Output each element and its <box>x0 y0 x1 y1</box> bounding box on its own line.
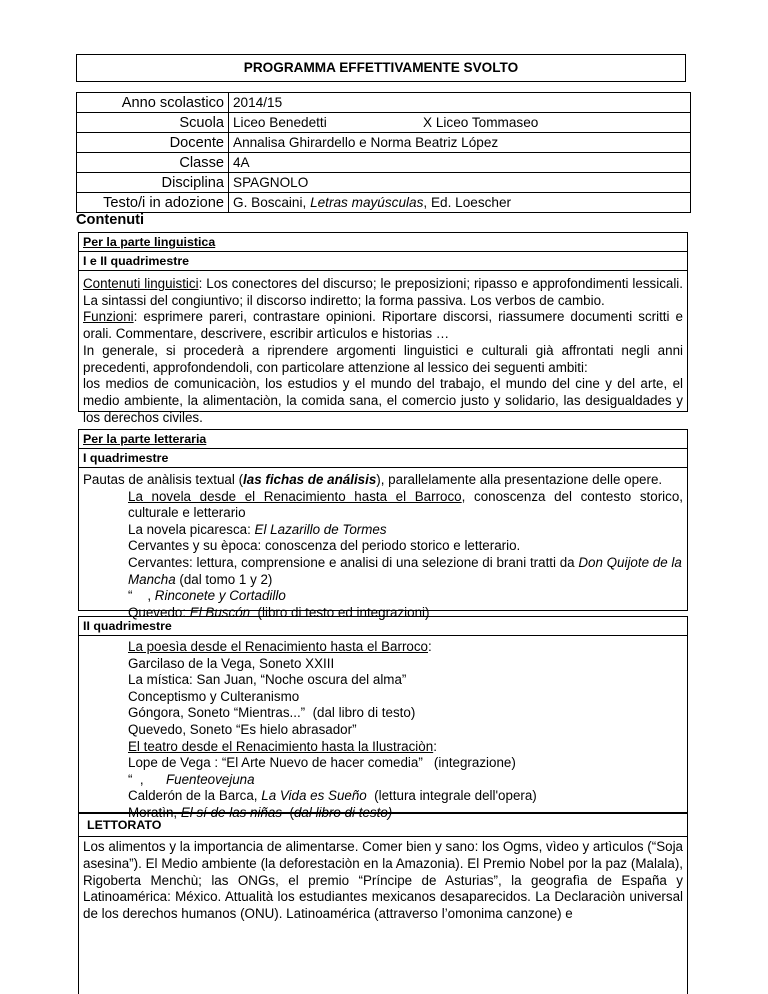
q2-quevedo: Quevedo, Soneto “Es hielo abrasador” <box>128 721 357 737</box>
scuola-label: Scuola <box>77 113 229 133</box>
q2-moratin-text: Moratìn, <box>128 804 181 820</box>
q1-novela <box>128 489 683 522</box>
testi-value <box>229 193 691 213</box>
q1-picaresca-title: El Lazarillo de Tormes <box>254 521 387 537</box>
contenuti-heading: Contenuti <box>76 212 145 228</box>
q1-novela-rest: , conoscenza del contesto storico, culturale e letterario <box>128 488 684 521</box>
q1-rinconete-title: Rinconete y Cortadillo <box>154 588 286 604</box>
q1-cervantes-2-text: Cervantes: lettura, comprensione e analisi di una selezione di brani tratti da <box>128 554 579 570</box>
testi-label: Testo/i in adozione <box>77 193 229 213</box>
disciplina-value: SPAGNOLO <box>229 173 691 193</box>
testi-author: G. Boscaini, <box>233 194 311 210</box>
linguistica-para-1 <box>79 276 687 309</box>
info-row-classe <box>77 153 691 173</box>
q1-quevedo-text: Quevedo: <box>128 604 190 620</box>
q1-cervantes-2-rest: (dal tomo 1 y 2) <box>175 571 273 587</box>
q2-calderon <box>128 788 683 805</box>
q2-moratin-title: El sí de las niñas <box>180 804 283 820</box>
info-table <box>76 92 691 213</box>
q2-fuente-ditto: “ , <box>128 771 166 787</box>
q1-novela-title: La novela desde el Renacimiento hasta el Barroco <box>128 488 462 504</box>
lettorato-header-text: LETTORATO <box>87 818 162 832</box>
q1-header-text: I quadrimestre <box>83 451 169 465</box>
linguistica-para-2 <box>79 309 687 342</box>
q2-header <box>78 616 688 636</box>
funzioni-label: Funzioni <box>83 309 134 325</box>
q2-poesia-colon: : <box>428 639 432 654</box>
scuola-value <box>229 113 691 133</box>
q2-teatro-colon: : <box>433 738 437 754</box>
q1-rinconete <box>128 588 683 605</box>
linguistica-para-3: In generale, si procederà a riprendere argomenti linguistici e culturali già affrontati negli anni precedenti, approfondendoli, con particolare attenzione al lessico dei seguenti ambiti: <box>83 342 683 375</box>
q2-gongora: Góngora, Soneto “Mientras...” (dal libro di testo) <box>128 705 416 721</box>
scuola-value-2: X Liceo Tommaseo <box>423 114 539 130</box>
q1-rinconete-ditto: “ , <box>128 588 155 604</box>
linguistica-content <box>78 270 688 425</box>
q2-content <box>78 635 688 820</box>
anno-value: 2014/15 <box>229 93 691 113</box>
q2-poesia-title: La poesìa desde el Renacimiento hasta el Barroco <box>128 639 428 654</box>
q2-header-text: II quadrimestre <box>83 619 172 633</box>
linguistica-sub-text: I e II quadrimestre <box>83 254 190 268</box>
q1-intro <box>79 472 687 489</box>
docente-value: Annalisa Ghirardello e Norma Beatriz López <box>229 133 691 153</box>
q1-quevedo-rest: (libro di testo ed integrazioni) <box>250 604 430 620</box>
linguistica-para-4: los medios de comunicaciòn, los estudios y el mundo del trabajo, el mundo del cine y del arte, el medio ambiente, la alimentaciòn, la comida sana, el comercio justo y solidario, las desigualdades y los derechos civiles. <box>83 376 683 425</box>
anno-label: Anno scolastico <box>77 93 229 113</box>
document-title: PROGRAMMA EFFETTIVAMENTE SVOLTO <box>76 54 686 82</box>
q2-fuenteovejuna <box>128 772 683 789</box>
q2-moratin-paren: ( <box>282 804 294 820</box>
classe-label: Classe <box>77 153 229 173</box>
q2-teatro-title: El teatro desde el Renacimiento hasta la Ilustraciòn <box>128 738 434 754</box>
q2-poesia <box>128 639 683 656</box>
info-row-anno <box>77 93 691 113</box>
lettorato-text: Los alimentos y la importancia de alimentarse. Comer bien y sano: los Ogms, vìdeo y artìculos (“Soja asesina”). El Medio ambiente (la deforestaciòn en la Amazonia). El Premio Nobel por la paz (Malala), Rigoberta Menchù; las ONGs, el premio “Príncipe de Asturias”, la geografìa de España y Latinoamérica: México. Attualità los estudiantes mexicanos desaparecidos. La Declaraciòn universal de los derechos humanos (ONU). Latinoamérica (attraverso l’omonima canzone) e <box>83 839 683 922</box>
info-row-scuola <box>77 113 691 133</box>
q2-calderon-title: La Vida es Sueño <box>261 788 367 804</box>
q2-garcilaso: Garcilaso de la Vega, Soneto XXIII <box>128 655 335 671</box>
letteraria-header-text: Per la parte letteraria <box>83 432 207 446</box>
contenuti-linguistici-text: : Los conectores del discurso; le preposizioni; ripasso e approfondimenti lessicali. La sintassi del congiuntivo; il discorso indiretto; la forma passiva. Los verbos de cambio. <box>83 276 684 308</box>
q2-calderon-rest: (lettura integrale dell'opera) <box>366 788 537 804</box>
q2-list <box>79 639 687 822</box>
q2-moratin-rest: dal libro di testo) <box>293 804 393 820</box>
letteraria-header <box>78 429 688 449</box>
q1-list <box>79 489 687 622</box>
classe-value: 4A <box>229 153 691 173</box>
docente-label: Docente <box>77 133 229 153</box>
linguistica-header-text: Per la parte linguistica <box>83 235 216 249</box>
funzioni-text: : esprimere pareri, contrastare opinioni. Riportare discorsi, riassumere documenti scritti e orali. Commentare, descrivere, escribir artìculos e historias … <box>83 309 683 342</box>
linguistica-header <box>78 232 688 252</box>
q1-cervantes-2 <box>128 555 683 588</box>
q1-intro-rest: ), parallelamente alla presentazione delle opere. <box>376 472 663 487</box>
q1-cervantes-1: Cervantes y su època: conoscenza del periodo storico e letterario. <box>128 538 521 554</box>
linguistica-subheader <box>78 251 688 271</box>
testi-title: Letras mayúsculas <box>310 194 424 210</box>
lettorato-content <box>78 836 688 994</box>
q2-calderon-text: Calderón de la Barca, <box>128 788 262 804</box>
q1-content <box>78 467 688 620</box>
q2-conceptismo: Conceptismo y Culteranismo <box>128 688 300 704</box>
q1-header <box>78 448 688 468</box>
testi-publisher: , Ed. Loescher <box>423 194 512 210</box>
q1-quijote-title: Don Quijote de la Mancha <box>128 554 682 587</box>
q2-mistica: La mística: San Juan, “Noche oscura del alma” <box>128 672 407 688</box>
q2-teatro <box>128 739 683 756</box>
q1-picaresca-text: La novela picaresca: <box>128 521 255 537</box>
info-row-testi <box>77 193 691 213</box>
q1-intro-text: Pautas de anàlisis textual ( <box>83 472 244 487</box>
info-row-disciplina <box>77 173 691 193</box>
q1-intro-fichas: las fichas de análisis <box>243 472 377 487</box>
info-row-docente <box>77 133 691 153</box>
q1-picaresca <box>128 522 683 539</box>
contenuti-linguistici-label: Contenuti linguistici <box>83 276 199 291</box>
q2-fuente-title: Fuenteovejuna <box>165 771 255 787</box>
scuola-value-1: Liceo Benedetti <box>233 114 327 130</box>
q2-lope: Lope de Vega : “El Arte Nuevo de hacer comedia” (integrazione) <box>128 755 516 771</box>
disciplina-label: Disciplina <box>77 173 229 193</box>
lettorato-header <box>78 813 688 837</box>
q1-buscon-title: El Buscón <box>189 604 251 620</box>
